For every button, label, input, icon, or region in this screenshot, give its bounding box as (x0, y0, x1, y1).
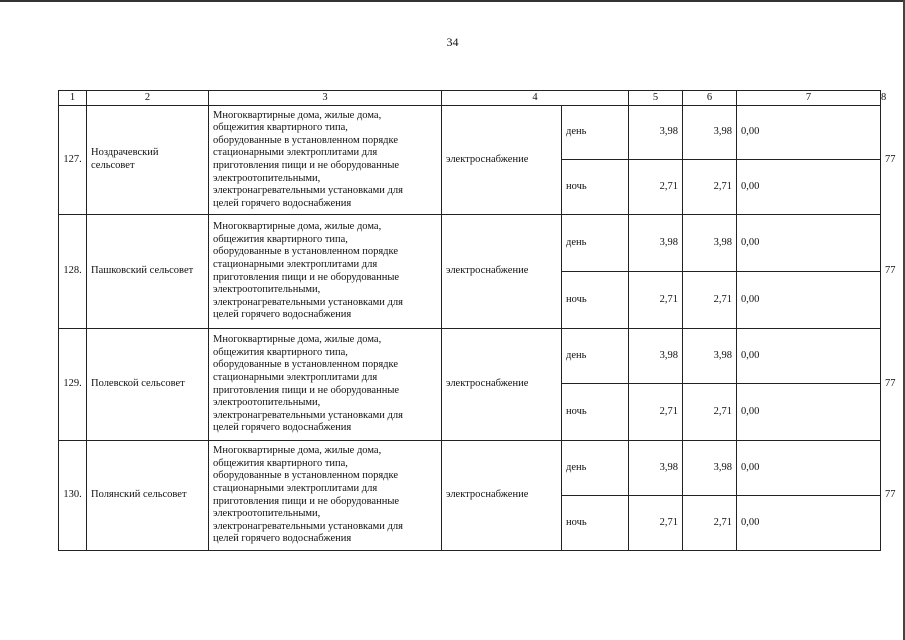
header-cell-2: 2 (87, 91, 209, 106)
header-cell-7: 7 (737, 91, 881, 106)
value-col5: 2,71 (629, 496, 683, 551)
row-number: 128. (59, 215, 87, 329)
scan-edge-top (0, 0, 905, 2)
value-col7: 0,00 (737, 496, 881, 551)
header-cell-4: 4 (442, 91, 629, 106)
consumer-description: Многоквартирные дома, жилые дома, общежития квартирного типа, оборудованные в установленном порядке стационарными электроплитами для приготовления пищи и не оборудованные электроотопительными, электронагревательными установками для целей горячего водоснабжения (209, 106, 442, 215)
value-col6: 3,98 (683, 215, 737, 272)
value-col7: 0,00 (737, 160, 881, 215)
value-col7: 0,00 (737, 272, 881, 329)
value-col5: 3,98 (629, 215, 683, 272)
value-col5: 3,98 (629, 329, 683, 384)
period-day: день (562, 329, 629, 384)
header-row: 1 2 3 4 5 6 7 8 (59, 91, 881, 106)
value-col5: 3,98 (629, 106, 683, 160)
value-col7: 0,00 (737, 106, 881, 160)
tariff-table (58, 90, 896, 551)
settlement-name: Пашковский сельсовет (87, 215, 209, 329)
value-col7: 0,00 (737, 329, 881, 384)
consumer-description: Многоквартирные дома, жилые дома, общежития квартирного типа, оборудованные в установленном порядке стационарными электроплитами для приготовления пищи и не оборудованные электроотопительными, электронагревательными установками для целей горячего водоснабжения (209, 441, 442, 551)
value-col7: 0,00 (737, 441, 881, 496)
header-cell-5: 5 (629, 91, 683, 106)
value-col6: 3,98 (683, 441, 737, 496)
service-type: электроснабжение (442, 215, 562, 329)
value-col7: 0,00 (737, 215, 881, 272)
service-type: электроснабжение (442, 329, 562, 441)
header-cell-6: 6 (683, 91, 737, 106)
table-row: 128. Пашковский сельсовет Многоквартирные дома, жилые дома, общежития квартирного типа, оборудованные в установленном порядке стационарными электроплитами для приготовления пищи и не оборудованные электроотопительными, электронагревательными установками для целей горячего водоснабжения электроснабжение день 3,98 3,98 0,00 77 (59, 215, 881, 272)
header-cell-1: 1 (59, 91, 87, 106)
value-col5: 3,98 (629, 441, 683, 496)
service-type: электроснабжение (442, 106, 562, 215)
table-row: 129. Полевской сельсовет Многоквартирные дома, жилые дома, общежития квартирного типа, оборудованные в установленном порядке стационарными электроплитами для приготовления пищи и не оборудованные электроотопительными, электронагревательными установками для целей горячего водоснабжения электроснабжение день 3,98 3,98 0,00 77 (59, 329, 881, 384)
value-col6: 2,71 (683, 384, 737, 441)
period-day: день (562, 441, 629, 496)
value-col6: 2,71 (683, 272, 737, 329)
table-row: 130. Полянский сельсовет Многоквартирные дома, жилые дома, общежития квартирного типа, оборудованные в установленном порядке стационарными электроплитами для приготовления пищи и не оборудованные электроотопительными, электронагревательными установками для целей горячего водоснабжения электроснабжение день 3,98 3,98 0,00 77 (59, 441, 881, 496)
consumer-description: Многоквартирные дома, жилые дома, общежития квартирного типа, оборудованные в установленном порядке стационарными электроплитами для приготовления пищи и не оборудованные электроотопительными, электронагревательными установками для целей горячего водоснабжения (209, 215, 442, 329)
period-night: ночь (562, 496, 629, 551)
row-number: 127. (59, 106, 87, 215)
value-col6: 3,98 (683, 106, 737, 160)
value-col6: 2,71 (683, 160, 737, 215)
settlement-name: Ноздрачевский сельсовет (87, 106, 209, 215)
period-night: ночь (562, 160, 629, 215)
page-number: 34 (446, 35, 459, 49)
period-day: день (562, 215, 629, 272)
value-col5: 2,71 (629, 160, 683, 215)
row-number: 129. (59, 329, 87, 441)
value-col6: 3,98 (683, 329, 737, 384)
table-row: 127. Ноздрачевский сельсовет Многоквартирные дома, жилые дома, общежития квартирного типа, оборудованные в установленном порядке стационарными электроплитами для приготовления пищи и не оборудованные электроотопительными, электронагревательными установками для целей горячего водоснабжения электроснабжение день 3,98 3,98 0,00 77 (59, 106, 881, 160)
value-col7: 0,00 (737, 384, 881, 441)
header-cell-3: 3 (209, 91, 442, 106)
period-night: ночь (562, 272, 629, 329)
consumer-description: Многоквартирные дома, жилые дома, общежития квартирного типа, оборудованные в установленном порядке стационарными электроплитами для приготовления пищи и не оборудованные электроотопительными, электронагревательными установками для целей горячего водоснабжения (209, 329, 442, 441)
settlement-name: Полевской сельсовет (87, 329, 209, 441)
settlement-name: Полянский сельсовет (87, 441, 209, 551)
value-col5: 2,71 (629, 384, 683, 441)
service-type: электроснабжение (442, 441, 562, 551)
period-night: ночь (562, 384, 629, 441)
value-col6: 2,71 (683, 496, 737, 551)
value-col5: 2,71 (629, 272, 683, 329)
period-day: день (562, 106, 629, 160)
row-number: 130. (59, 441, 87, 551)
